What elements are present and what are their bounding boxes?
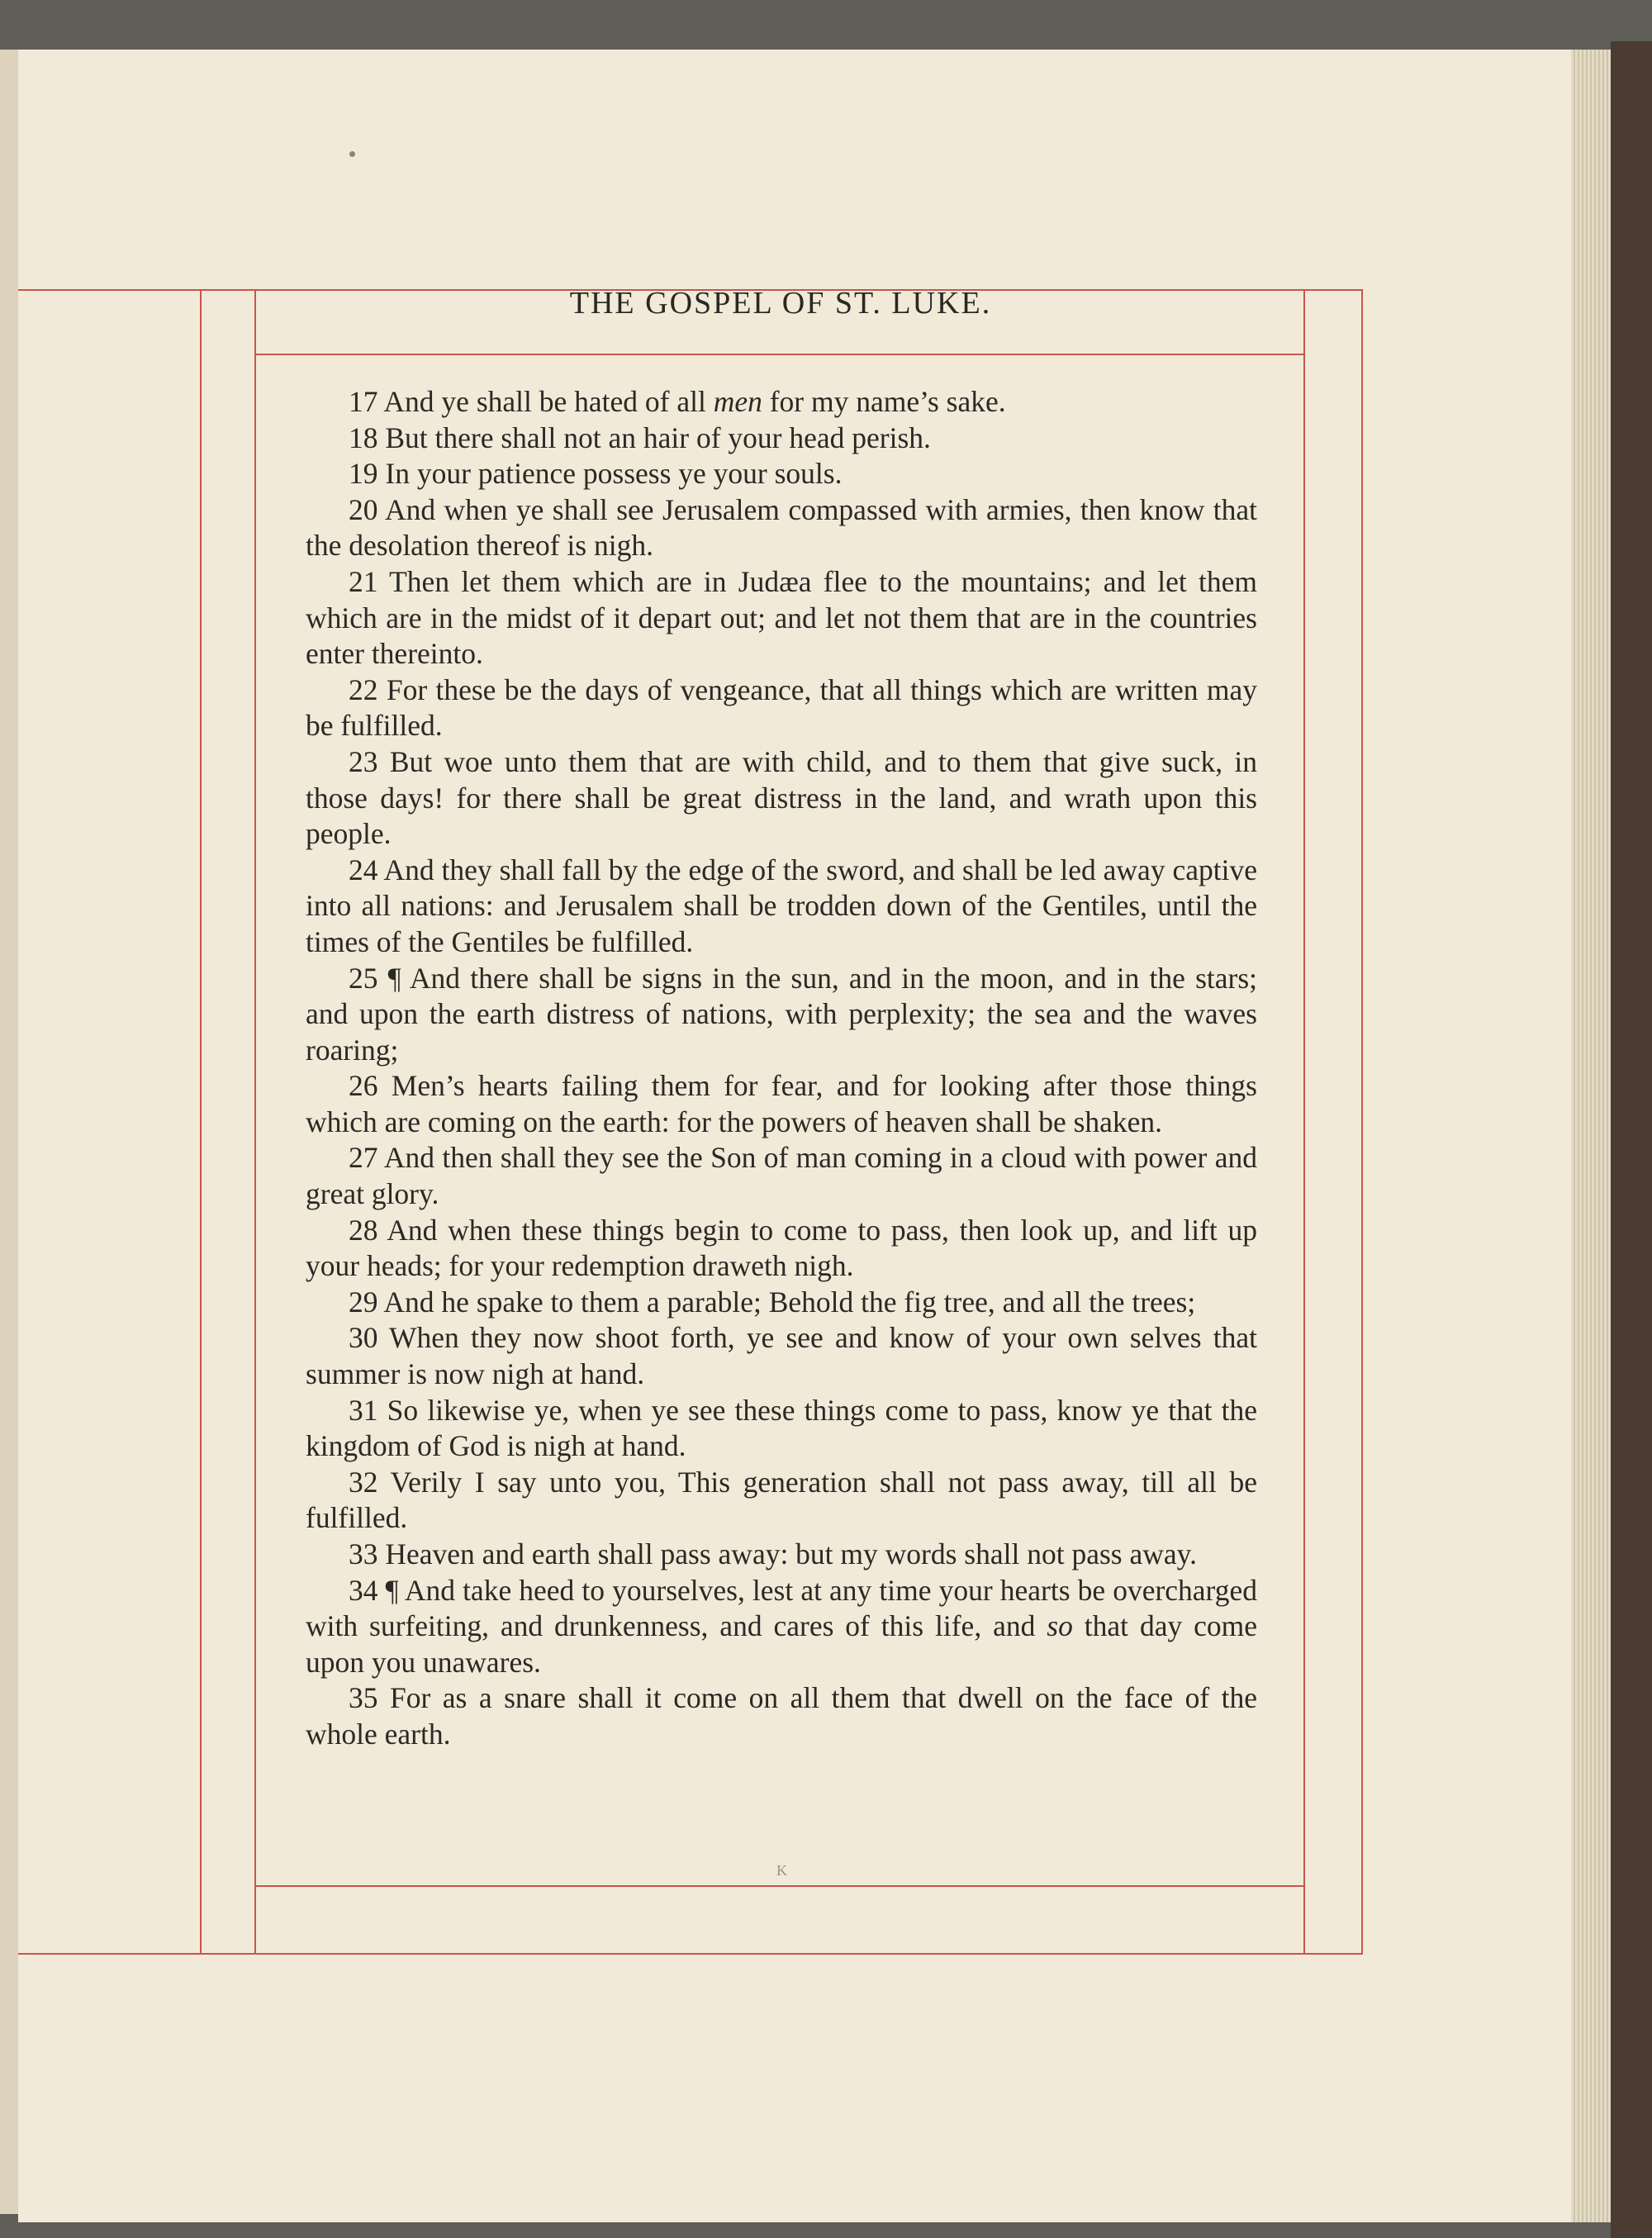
border-rule-right-outer [1361, 289, 1363, 1955]
border-rule-bottom [18, 1953, 1363, 1955]
verse-number: 20 [349, 492, 378, 526]
verse-number: 28 [349, 1213, 378, 1247]
verse-number: 23 [349, 744, 378, 778]
verse-number: 31 [349, 1393, 378, 1427]
verse-19 [306, 456, 1257, 492]
header-rule [254, 354, 1305, 355]
verse-text: In your patience possess ye your souls. [385, 457, 843, 491]
verse-text: And when these things begin to come to pass, then look up, and lift up your heads; for your redemption draweth nigh. [306, 1213, 1257, 1283]
verse-23 [306, 744, 1257, 853]
verse-text: And they shall fall by the edge of the sword, and shall be led away captive into all nations: and Jerusalem shall be trodden down of the Gentiles, until the times of the Gentiles be fulfilled. [306, 853, 1257, 958]
verse-29 [306, 1285, 1257, 1321]
verse-text: But there shall not an hair of your head perish. [385, 421, 931, 454]
verse-number: 35 [349, 1681, 378, 1715]
verse-text: Then let them which are in Judæa flee to the mountains; and let them which are in the midst of it depart out; and let not them that are in the countries enter thereinto. [306, 564, 1257, 671]
verse-20 [306, 492, 1257, 564]
verse-number: 27 [349, 1141, 378, 1175]
verse-28 [306, 1213, 1257, 1285]
footer-rule [254, 1885, 1305, 1887]
verse-24 [306, 853, 1257, 961]
verse-30 [306, 1320, 1257, 1392]
border-rule-left-inner [254, 289, 256, 1955]
verse-text: for my name’s sake. [762, 385, 1006, 418]
verse-text-block [306, 384, 1257, 1753]
verse-text: And then shall they see the Son of man coming in a cloud with power and great glory. [306, 1141, 1257, 1211]
verse-22 [306, 672, 1257, 744]
border-rule-left-outer [200, 289, 202, 1955]
verse-number: 34 [349, 1573, 378, 1607]
binding-gutter [0, 50, 18, 2214]
verse-text: And when ye shall see Jerusalem compassed with armies, then know that the desolation thereof is nigh. [306, 492, 1258, 563]
verse-text: that day come upon you unawares. [306, 1609, 1257, 1679]
verse-text: When they now shoot forth, ye see and know of your own selves that summer is now nigh at hand. [306, 1321, 1258, 1391]
verse-number: 19 [349, 457, 378, 491]
verse-text: But woe unto them that are with child, and to them that give suck, in those days! for there shall be great distress in the land, and wrath upon this people. [306, 744, 1257, 851]
verse-17 [306, 384, 1257, 421]
verse-text: ¶ And there shall be signs in the sun, and in the moon, and in the stars; and upon the earth distress of nations, with perplexity; the sea and the waves roaring; [306, 961, 1258, 1067]
verse-text: Verily I say unto you, This generation shall not pass away, till all be fulfilled. [306, 1465, 1258, 1535]
verse-number: 21 [349, 564, 378, 598]
verse-number: 22 [349, 672, 378, 706]
verse-text: So likewise ye, when ye see these things come to pass, know ye that the kingdom of God is nigh at hand. [306, 1393, 1258, 1463]
verse-italic-text: so [1047, 1609, 1073, 1643]
border-rule-right-inner [1303, 289, 1305, 1955]
verse-text: For as a snare shall it come on all them that dwell on the face of the whole earth. [306, 1681, 1258, 1751]
verse-number: 29 [349, 1285, 378, 1319]
page-edges [1571, 50, 1611, 2222]
verse-26 [306, 1068, 1257, 1140]
verse-text: And ye shall be hated of all [383, 385, 714, 418]
verse-number: 26 [349, 1069, 378, 1103]
verse-31 [306, 1393, 1257, 1465]
verse-number: 24 [349, 853, 378, 886]
verse-18 [306, 421, 1257, 457]
verse-text: Men’s hearts failing them for fear, and for looking after those things which are coming on the earth: for the powers of heaven shall be shaken. [306, 1069, 1258, 1138]
book-cover [1611, 41, 1652, 2238]
verse-35 [306, 1680, 1257, 1752]
verse-text: And he spake to them a parable; Behold the fig tree, and all the trees; [383, 1285, 1196, 1319]
running-head: THE GOSPEL OF ST. LUKE. [569, 286, 992, 321]
verse-25 [306, 961, 1257, 1069]
signature-mark: K [776, 1862, 787, 1879]
verse-33 [306, 1537, 1257, 1573]
verse-27 [306, 1140, 1257, 1212]
verse-32 [306, 1465, 1257, 1537]
verse-number: 17 [349, 385, 378, 418]
verse-text: ¶ And take heed to yourselves, lest at any time your hearts be overcharged with surfeiting, and drunkenness, and cares of this life, and [306, 1573, 1257, 1643]
verse-number: 33 [349, 1537, 378, 1570]
verse-text: Heaven and earth shall pass away: but my words shall not pass away. [385, 1537, 1197, 1570]
verse-21 [306, 564, 1257, 672]
verse-text: For these be the days of vengeance, that all things which are written may be fulfilled. [306, 672, 1257, 743]
verse-number: 32 [349, 1465, 378, 1499]
verse-34 [306, 1573, 1257, 1681]
verse-number: 25 [349, 961, 378, 995]
verse-number: 30 [349, 1321, 378, 1355]
verse-italic-text: men [713, 385, 762, 418]
ink-speck [349, 151, 355, 157]
verse-number: 18 [349, 421, 378, 454]
